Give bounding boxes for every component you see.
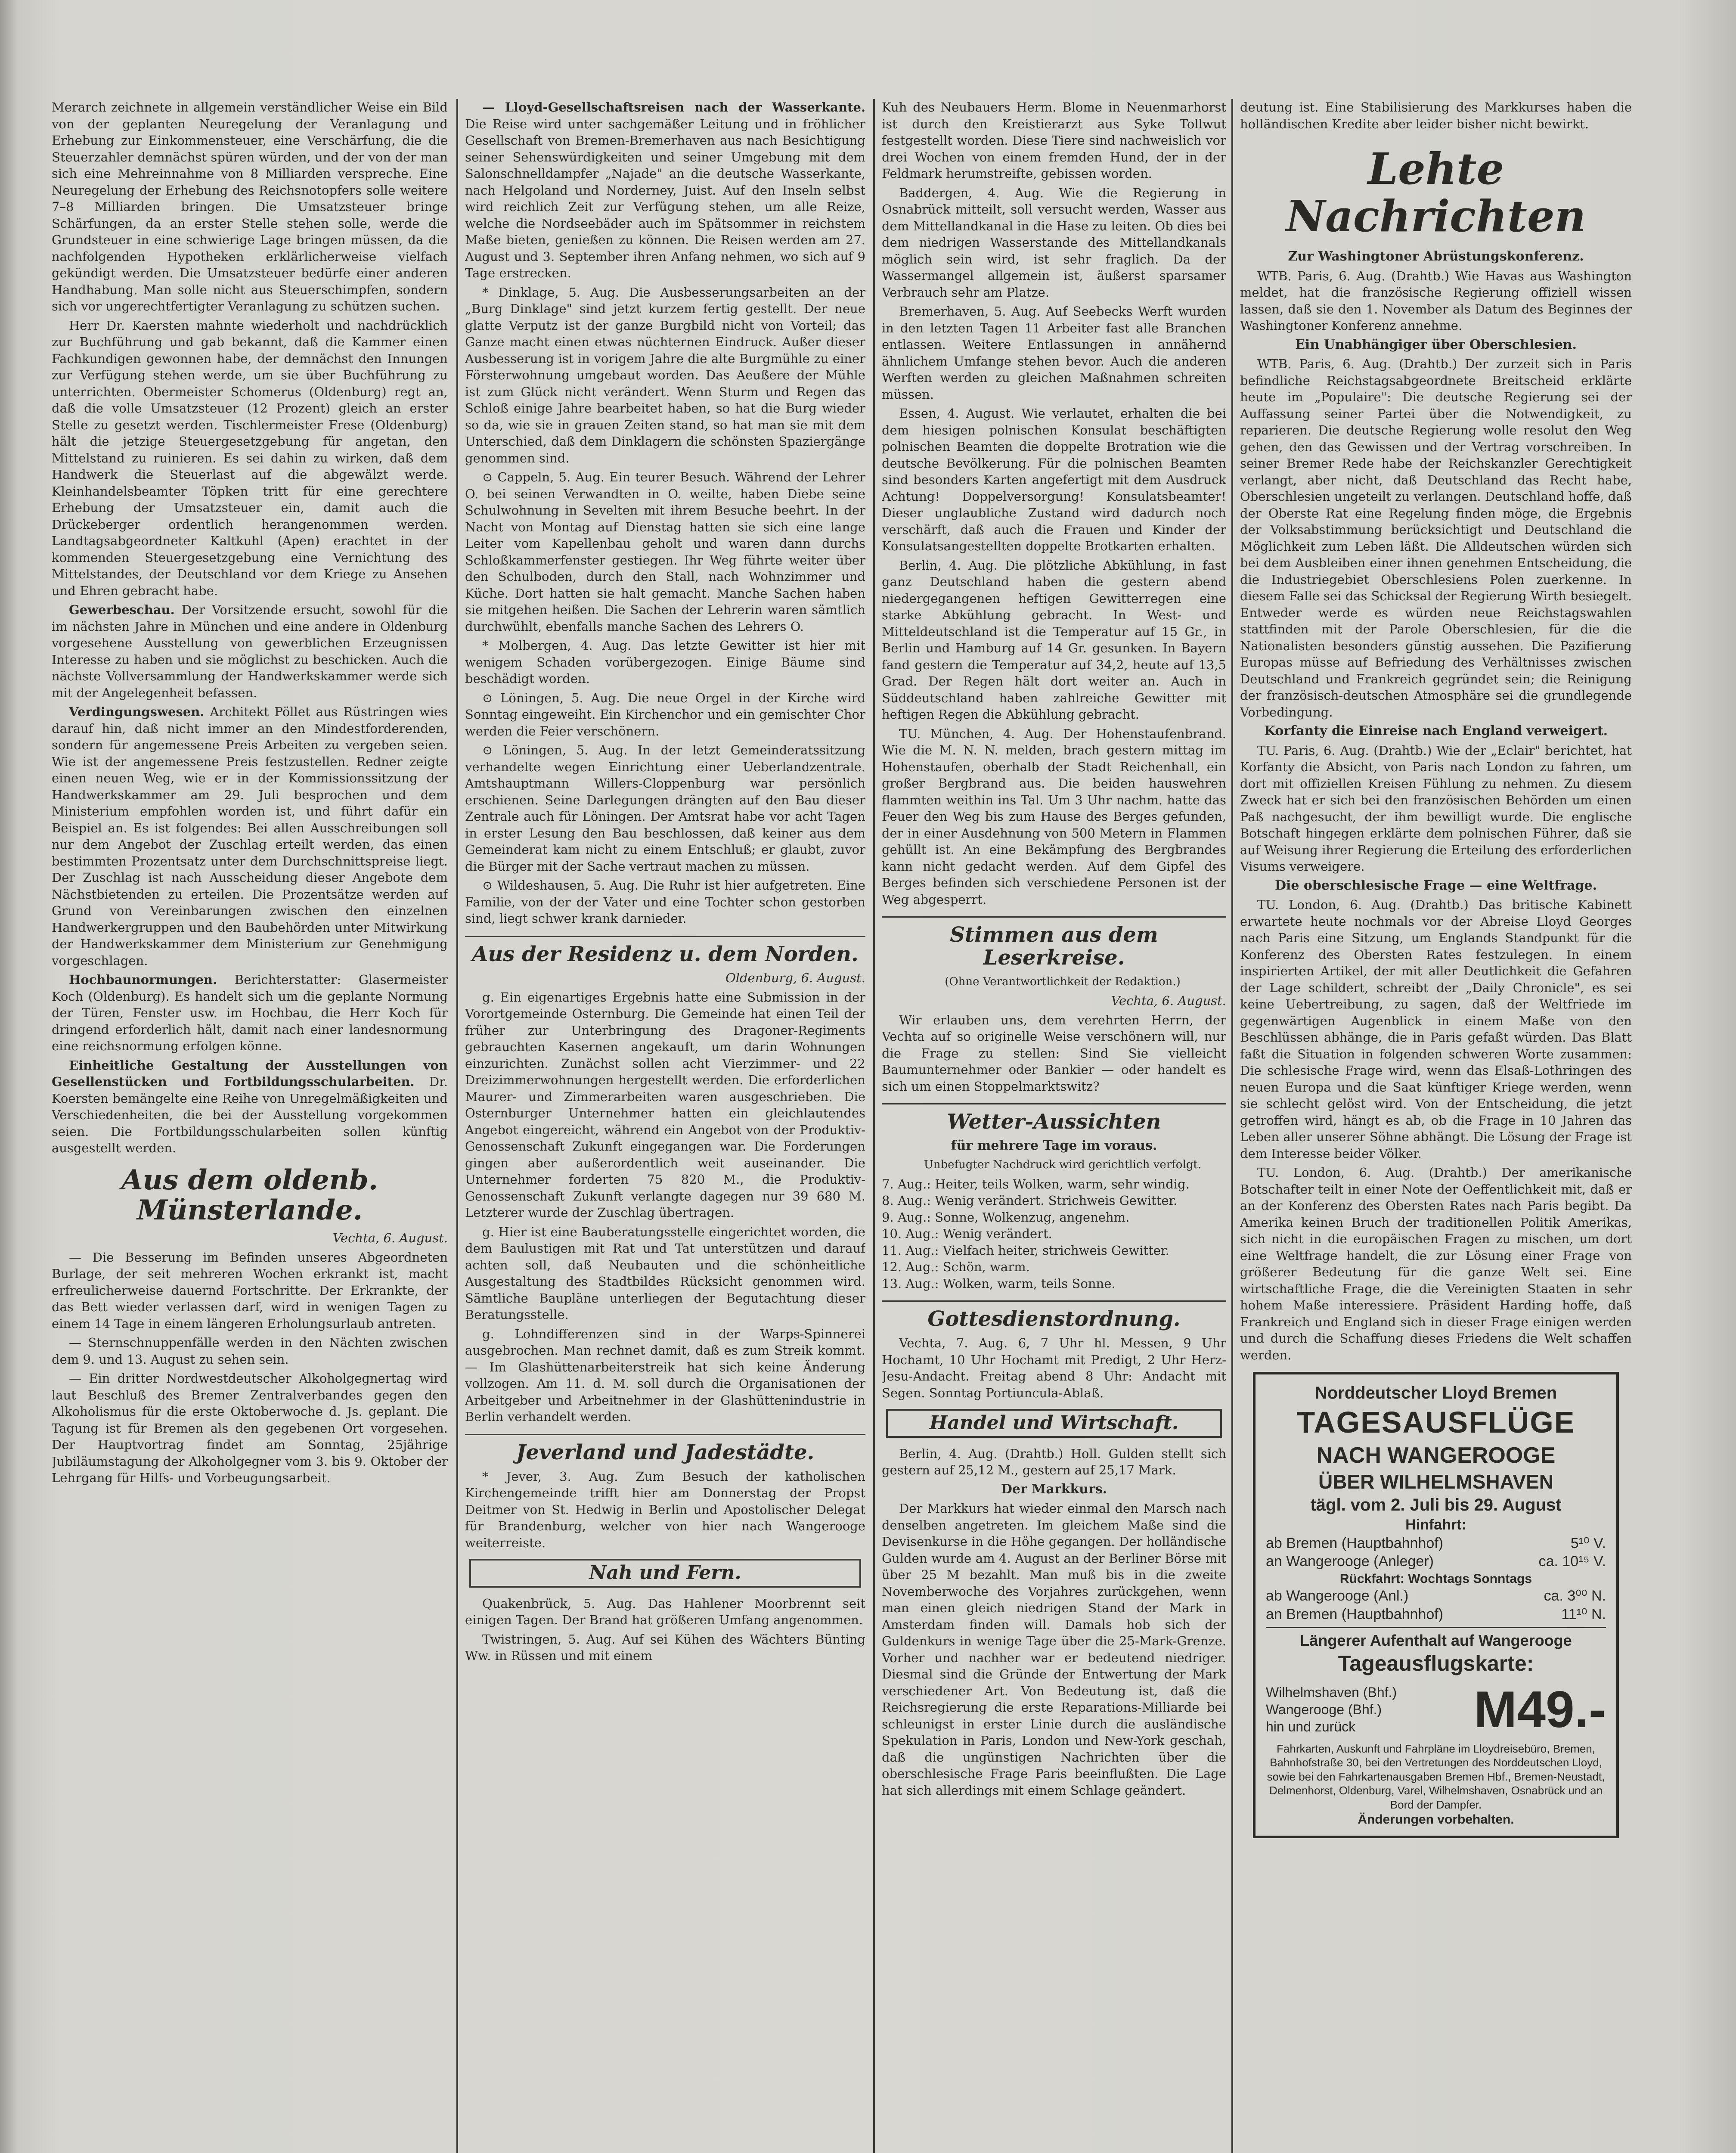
headline-wetter: Wetter-Aussichten <box>882 1103 1226 1133</box>
section-title: Korfanty die Einreise nach England verweigert. <box>1264 723 1608 738</box>
boxed-heading-handel: Handel und Wirtschaft. <box>886 1409 1222 1438</box>
dateline: Vechta, 6. August. <box>332 1231 448 1246</box>
article-text: ⊙ Löningen, 5. Aug. Die neue Orgel in der Kirche wird Sonntag eingeweiht. Ein Kirchenchor und ein gemischter Chor werden die Feier verschönern. <box>465 690 865 738</box>
boxed-heading-nah-und-fern: Nah und Fern. <box>469 1559 861 1588</box>
ad-schedule-row <box>1266 1552 1606 1571</box>
article-text: Baddergen, 4. Aug. Wie die Regierung in Osnabrück mitteilt, soll versucht werden, Wasser aus dem Mittellandkanal in die Hase zu leiten. Ob dies bei dem niedrigen Wasserstande des Mittellandkanals möglich sein wird, ist sehr fraglich. Da der Wassermangel allgemein ist, äußerst sparsamer Verbrauch sehr am Platze. <box>882 185 1226 300</box>
column-rule <box>873 99 875 2153</box>
column-1 <box>52 99 448 2153</box>
weather-note: Unbefugter Nachdruck wird gerichtlich verfolgt. <box>924 1158 1202 1172</box>
ad-rueckfahrt-label: Rückfahrt: Wochtags Sonntags <box>1339 1571 1532 1586</box>
article-text: TU. Paris, 6. Aug. (Drahtb.) Wie der „Eclair" berichtet, hat Korfanty die Absicht, von Paris nach London zu fahren, um dort mit offiziellen Kreisen Fühlung zu nehmen. Zu diesem Zweck hat er sich bei den französischen Behörden um einen Paß nachgesucht, der ihm bewilligt wurde. Die englische Botschaft hingegen erklärte dem polnischen Führer, daß sie auf Weisung ihrer Regierung die Erteilung des erforderlichen Visums verweigere. <box>1240 743 1632 874</box>
ad-stop: ab Bremen (Hauptbahnhof) <box>1266 1535 1444 1551</box>
ad-stop: ab Wangerooge (Anl.) <box>1266 1588 1409 1604</box>
article-text: g. Ein eigenartiges Ergebnis hatte eine Submission in der Vorortgemeinde Osternburg. Die Gemeinde hat einen Teil der früher zur Unterbringung des Dragoner-Regiments gebrauchten Kasernen angekauft, um darin Wohnungen einzurichten. Zunächst sollen acht Vierzimmer- und 22 Dreizimmerwohnungen hergestellt werden. Die erforderlichen Maurer- und Zimmerarbeiten waren ausgeschrieben. Die Osternburger Unternehmer hatten ein gleichlautendes Angebot eingereicht, während ein Angebot von der Produktiv-Genossenschaft Zukunft eingegangen war. Die Forderungen gingen aber außerordentlich weit auseinander. Die Unternehmer forderten 75 820 M., die Produktiv-Genossenschaft Zukunft verlangte dagegen nur 39 680 M. Letzterer wurde der Zuschlag übertragen. <box>465 990 865 1220</box>
ad-via: ÜBER WILHELMSHAVEN <box>1318 1470 1554 1493</box>
dateline: Vechta, 6. August. <box>1111 993 1226 1008</box>
weather-item: 13. Aug.: Wolken, warm, teils Sonne. <box>882 1276 1116 1291</box>
article-text: Berichterstatter: Glasermeister Koch (Oldenburg). Es handelt sich um die geplante Normung der Türen, Fenster usw. im Hochbau, die Herr Koch für dringend erforderlich hält, damit nach einer landesnormung eine reichsnormung erfolgen könne. <box>52 972 448 1053</box>
ad-price: M49.- <box>1474 1680 1606 1738</box>
ad-time: 5¹⁰ V. <box>1570 1535 1606 1551</box>
column-4 <box>1240 99 1632 2153</box>
section-title: Der Markkurs. <box>1001 1481 1107 1497</box>
ad-company: Norddeutscher Lloyd Bremen <box>1314 1384 1557 1402</box>
headline-leserkreise: Stimmen aus dem Leserkreise. <box>882 916 1226 969</box>
section-title: Verdingungswesen. <box>69 704 205 719</box>
article-text: Berlin, 4. Aug. Die plötzliche Abkühlung, in fast ganz Deutschland haben die gestern abend niedergegangenen heftigen Gewitterregen eine starke Abkühlung gebracht. In West- und Mitteldeutschland ist die Temperatur auf 15 Gr., in Berlin und Hamburg auf 14 Gr. gesunken. In Bayern fand gestern die Temperatur auf 34,2, heute auf 13,5 Grad. Der Regen hält dort weiter an. Auch in Süddeutschland haben zahlreiche Gewitter mit heftigen Regen die Abkühlung gebracht. <box>882 558 1226 722</box>
section-title: — Lloyd-Gesellschaftsreisen nach der Wasserkante. <box>482 100 865 115</box>
ad-stay: Längerer Aufenthalt auf Wangerooge <box>1266 1627 1606 1650</box>
article-text: Bremerhaven, 5. Aug. Auf Seebecks Werft wurden in den letzten Tagen 11 Arbeiter fast alle Branchen entlassen. Weitere Entlassungen in annähernd ähnlichem Umfange stehen bevor. Auch die anderen Werften werden zu gleichen Maßnahmen schreiten müssen. <box>882 304 1226 402</box>
ad-time: ca. 3⁰⁰ N. <box>1544 1588 1606 1604</box>
ad-schedule-row <box>1266 1534 1606 1553</box>
ad-destination: NACH WANGEROOGE <box>1316 1443 1556 1468</box>
section-title: Gewerbeschau. <box>69 602 175 617</box>
article-text: * Molbergen, 4. Aug. Das letzte Gewitter ist hier mit wenigem Schaden vorübergezogen. Einige Bäume sind beschädigt worden. <box>465 638 865 686</box>
ad-ticket-return: hin und zurück <box>1266 1719 1356 1734</box>
article-text: TU. London, 6. Aug. (Drahtb.) Der amerikanische Botschafter teilt in einer Note der Oeffentlichkeit mit, daß er an der Konferenz des Obersten Rates nach Paris begibt. Da Amerika keinen Bruch der traditionellen Politik Amerikas, sich nicht in die europäischen Fragen zu mischen, um dort eine Weltfrage handelt, die zur Lösung einer Frage von größerer Bedeutung für die ganze Welt sei. Eine wirtschaftliche Frage, die die Vereinigten Staaten in sehr hohem Maße interessiere. Präsident Harding hoffe, daß Frankreich und England sich in dieser Frage einigen werden und durch die Schaffung dieses Friedens die Welt schaffen werden. <box>1240 1165 1632 1362</box>
article-text: g. Hier ist eine Bauberatungsstelle eingerichtet worden, die dem Baulustigen mit Rat und Tat unterstützen und darauf achten soll, daß Neubauten und die schönheitliche Ausgestaltung des Stadtbildes Rücksicht genommen wird. Sämtliche Baupläne unterliegen der Begutachtung dieser Beratungsstelle. <box>465 1224 865 1322</box>
article-text: ⊙ Löningen, 5. Aug. In der letzt Gemeinderatssitzung verhandelte wegen Einrichtung einer Ueberlandzentrale. Amtshauptmann Willers-Cloppenburg war persönlich erschienen. Seine Darlegungen drängten auf den Bau dieser Zentrale auch für Löningen. Der Amtsrat habe vor acht Tagen in erster Lesung den Bau beschlossen, daß keiner aus dem Gemeinderat kam nicht zu einem Entschluß; er glaubt, zuvor die Bürger mit der Sache vertraut machen zu müssen. <box>465 743 865 874</box>
ad-period: tägl. vom 2. Juli bis 29. August <box>1310 1495 1562 1514</box>
weather-item: 8. Aug.: Wenig verändert. Strichweis Gewitter. <box>882 1193 1178 1208</box>
headline-lehte-nachrichten: Lehte Nachrichten <box>1286 143 1586 242</box>
article-text: — Sternschnuppenfälle werden in den Nächten zwischen dem 9. und 13. August zu sehen sein. <box>52 1335 448 1367</box>
article-text: Der Markkurs hat wieder einmal den Marsch nach denselben angetreten. Im gleichem Maße sind die Devisenkurse in die Höhe gegangen. Der holländische Gulden wurde am 4. August an der Berliner Börse mit über 25 M bezahlt. Man muß bis in die zweite Novemberwoche des Vorjahres zurückgehen, wenn man einen gleich niedrigen Stand der Mark in Amsterdam finden will. Damals hob sich der Guldenkurs in wenige Tage über die 25-Mark-Grenze. Vorher und nachher war er bedeutend niedriger. Diesmal sind die Gründe der Entwertung der Mark verschiedener Art. Von Bedeutung ist, daß die Reichsregierung die erste Reparations-Milliarde bei schleunigst in erster Linie durch die ausländische Spekulation in Paris, London und New-York geschah, daß die ungünstigen Nachrichten über die oberschlesische Frage Paris beeinflußten. Die Lage hat sich allerdings mit einem Schlage geändert. <box>882 1501 1226 1798</box>
lloyd-advertisement <box>1253 1372 1619 1838</box>
article-text: TU. München, 4. Aug. Der Hohenstaufenbrand. Wie die M. N. N. melden, brach gestern mittag im Hohenstaufen, oberhalb der Stadt Reichenhall, ein großer Bergbrand aus. Die beiden hauswehren flammten weithin ins Tal. Um 3 Uhr nachm. hatte das Feuer den Weg bis zum Hause des Berges gefunden, der in einer Ausdehnung von 500 Metern in Flammen gehüllt ist. An eine Bekämpfung des Bergbrandes kann nicht gedacht werden. Auf dem Gipfel des Berges befinden sich verschiedene Personen ist der Weg abgesperrt. <box>882 726 1226 907</box>
article-text: Vechta, 7. Aug. 6, 7 Uhr hl. Messen, 9 Uhr Hochamt, 10 Uhr Hochamt mit Predigt, 2 Uhr Herz-Jesu-Andacht. Freitag abend 8 Uhr: Andacht mit Segen. Sonntag Portiuncula-Ablaß. <box>882 1336 1226 1400</box>
ad-ticket-title: Tageausflugskarte: <box>1338 1651 1534 1675</box>
weather-item: 9. Aug.: Sonne, Wolkenzug, angenehm. <box>882 1210 1130 1225</box>
ad-ticket-to: Wangerooge (Bhf.) <box>1266 1701 1382 1717</box>
article-text: WTB. Paris, 6. Aug. (Drahtb.) Wie Havas aus Washington meldet, hat die französische Regierung offiziell wissen lassen, daß sie den 1. November als Datum des Beginnes der Washingtoner Konferenz annehme. <box>1240 268 1632 333</box>
column-rule <box>1231 99 1233 2153</box>
ad-changes: Änderungen vorbehalten. <box>1358 1812 1514 1827</box>
article-text: Dr. Koersten bemängelte eine Reihe von Unregelmäßigkeiten und Verschiedenheiten, die bei der Ausstellung vorgekommen seien. Die Fortbildungsschularbeiten sollen künftig ausgestellt werden. <box>52 1074 448 1155</box>
article-text: Twistringen, 5. Aug. Auf sei Kühen des Wächters Bünting Ww. in Rüssen und mit einem <box>465 1632 865 1663</box>
ad-ticket-from: Wilhelmshaven (Bhf.) <box>1266 1684 1397 1700</box>
ad-hinfahrt-label: Hinfahrt: <box>1405 1517 1466 1533</box>
article-text: g. Lohndifferenzen sind in der Warps-Spinnerei ausgebrochen. Man rechnet damit, daß es zum Streik kommt. — Im Glashüttenarbeiterstreik hat sich keine Änderung vollzogen. Am 11. d. M. soll durch die Organisationen der Arbeitgeber und Arbeitnehmer in der Glashüttenindustrie in Berlin verhandelt werden. <box>465 1326 865 1424</box>
editorial-note: (Ohne Verantwortlichkeit der Redaktion.) <box>945 975 1181 988</box>
article-text: * Jever, 3. Aug. Zum Besuch der katholischen Kirchengemeinde trifft hier am Donnerstag der Propst Deitmer von St. Hedwig in Berlin und Apostolischer Delegat für Brandenburg, welcher von hier nach Wangerooge weiterreiste. <box>465 1469 865 1550</box>
article-text: Berlin, 4. Aug. (Drahtb.) Holl. Gulden stellt sich gestern auf 25,12 M., gestern auf 25,17 Mark. <box>882 1446 1226 1478</box>
section-title: Einheitliche Gestaltung der Ausstellungen von Gesellenstücken und Fortbildungsschularbeiten. <box>52 1058 448 1089</box>
column-3 <box>882 99 1226 2153</box>
ad-time: ca. 10¹⁵ V. <box>1538 1553 1606 1570</box>
article-text: TU. London, 6. Aug. (Drahtb.) Das britische Kabinett erwartete heute nochmals vor der Abreise Lloyd Georges nach Paris eine Sitzung, um Englands Standpunkt für die Konferenz des Obersten Rates festzulegen. In einem inspirierten Artikel, der mit aller Deutlichkeit die Gefahren der Lage schildert, schreibt der „Daily Chronicle", es sei keine Uebertreibung, zu sagen, daß der Weltfriede im gegenwärtigen Augenblick in einem Maße von den Beschlüssen abhänge, die in Paris gefaßt würden. Das Blatt faßt die Situation in folgenden schweren Worte zusammen: Die schlesische Frage wird, wenn das Elsaß-Lothringen des neuen Europa und die Saat künftiger Kriege werden, wenn sie schlecht gelöst wird. Von der Entscheidung, die jetzt getroffen wird, hängt es ab, ob die Frage in 10 Jahren das Leben aller unserer Söhne abhängt. Die Lösung der Frage ist dem Interesse beider Völker. <box>1240 897 1632 1161</box>
article-text: ⊙ Wildeshausen, 5. Aug. Die Ruhr ist hier aufgetreten. Eine Familie, von der der Vater und eine Tochter schon gestorben sind, liegt schwer krank darnieder. <box>465 878 865 926</box>
headline-muensterland: Aus dem oldenb. Münsterlande. <box>121 1163 378 1226</box>
weather-item: 10. Aug.: Wenig verändert. <box>882 1226 1052 1241</box>
dateline: Oldenburg, 6. August. <box>725 971 865 986</box>
section-title: Die oberschlesische Frage — eine Weltfrage. <box>1274 878 1597 893</box>
article-text: Essen, 4. August. Wie verlautet, erhalten die bei dem hiesigen polnischen Konsulat beschäftigten polnischen Beamten die doppelte Brotration wie die deutsche Bevölkerung. Für die polnischen Beamten sind besonders Karten angefertigt mit dem Ausdruck Achtung! Doppelversorgung! Konsulatsbeamter! Dieser unglaubliche Zustand wird dadurch noch verschärft, daß auch die Frauen und Kinder der Konsulatsangestellten doppelte Brotkarten erhalten. <box>882 406 1226 553</box>
weather-item: 11. Aug.: Vielfach heiter, strichweis Gewitter. <box>882 1243 1169 1258</box>
article-text: Der Vorsitzende ersucht, sowohl für die im nächsten Jahre in München und eine andere in Oldenburg vorgesehene Ausstellung von gewerblichen Erzeugnissen Interesse zu haben und sie möglichst zu beschicken. Auch die nächste Vollversammlung der Handwerkskammer werde sich mit der Angelegenheit befassen. <box>52 602 448 700</box>
ad-stop: an Wangerooge (Anleger) <box>1266 1553 1434 1570</box>
column-rule <box>456 99 458 2153</box>
section-title: Hochbaunormungen. <box>69 972 217 987</box>
article-text: Kuh des Neubauers Herm. Blome in Neuenmarhorst ist durch den Kreistierarzt aus Syke Tollwut festgestellt worden. Diese Tiere sind nachweislich vor drei Wochen von einem fremden Hund, der in der Feldmark herumstreifte, gebissen worden. <box>882 100 1226 181</box>
ad-title: TAGESAUSFLÜGE <box>1296 1405 1575 1439</box>
weather-list <box>882 1176 1226 1292</box>
article-text: Merarch zeichnete in allgemein verständlicher Weise ein Bild von der geplanten Neuregelung der Veranlagung und Erhebung zur Einkommensteuer, eine Verschärfung, die die Steuerzahler demnächst spüren würden, und der von der man sich eine Mehreinnahme von 8 Milliarden verspreche. Eine Neuregelung der Erhebung des Reichsnotopfers solle weitere 7–8 Milliarden bringen. Die Umsatzsteuer bringe Schärfungen, da an erster Stelle stehen solle, werde die Grundsteuer in eine schwierige Lage bringen müssen, da die nachfolgenden Hypotheken erklärlicherweise vielfach gekündigt werden. Die Umsatzsteuer bedürfe einer anderen Handhabung. Man solle nicht aus Steuerschimpfen, sondern sich vor ungerechtfertigter Veranlagung zu schützen suchen. <box>52 100 448 313</box>
article-text: Die Reise wird unter sachgemäßer Leitung und in fröhlicher Gesellschaft von Bremen-Bremerhaven aus nach Besichtigung seiner Sehenswürdigkeiten und seiner Umgebung mit dem Salonschnelldampfer „Najade" an die deutsche Wasserkante, nach Helgoland und Norderney, Juist. Auf den Inseln selbst wird reichlich Zeit zur Verfügung stehen, um alle Reize, welche die Nordseebäder auch im Spätsommer in reichstem Maße bieten, genießen zu können. Die Reisen werden am 27. August und 3. September ihren Anfang nehmen, wo sich auf 9 Tage erstrecken. <box>465 116 865 280</box>
article-text: Wir erlauben uns, dem verehrten Herrn, der Vechta auf so originelle Weise verschönern will, nur die Frage zu stellen: Sind Sie vielleicht Baumunternehmer oder Bankier — oder handelt es sich um einen Stoppelmarktswitz? <box>882 1012 1226 1094</box>
column-2 <box>465 99 865 2153</box>
article-text: Architekt Pöllet aus Rüstringen wies darauf hin, daß nicht immer an den Mindestforderenden, sondern für angemessene Preis Arbeiten zu vergeben seien. Wie ist der angemessene Preis festzustellen. Redner zeigte einen neuen Weg, wie er in der Kommissionssitzung der Handwerkskammer am 29. Juli besprochen und dem Ministerium empfohlen worden ist, und führt dafür ein Beispiel an. Es ist folgendes: Bei allen Ausschreibungen soll nur dem Angebot der Zuschlag erteilt werden, das einen bestimmten Prozentsatz unter dem Durchschnittspreise liegt. Der Zuschlag ist nach Ausscheidung dieser Angebote dem Nächstbietenden zu erteilen. Die Prozentsätze werden auf Grund von Vereinbarungen zwischen den einzelnen Handwerkergruppen und den Baubehörden unter Mitwirkung der Handwerkskammer dem Ministerium zur Genehmigung vorgeschlagen. <box>52 704 448 968</box>
ad-stop: an Bremen (Hauptbahnhof) <box>1266 1606 1444 1623</box>
ad-schedule-row <box>1266 1587 1606 1605</box>
article-text: deutung ist. Eine Stabilisierung des Markkurses haben die holländischen Kredite aber leider bisher nicht bewirkt. <box>1240 100 1632 131</box>
headline-jeverland: Jeverland und Jadestädte. <box>465 1434 865 1464</box>
weather-item: 7. Aug.: Heiter, teils Wolken, warm, sehr windig. <box>882 1176 1190 1191</box>
section-title: Zur Washingtoner Abrüstungskonferenz. <box>1288 249 1584 264</box>
weather-subtitle: für mehrere Tage im voraus. <box>951 1138 1157 1153</box>
ad-price-block <box>1266 1677 1606 1742</box>
headline-residenz: Aus der Residenz u. dem Norden. <box>465 936 865 966</box>
article-text: WTB. Paris, 6. Aug. (Drahtb.) Der zurzeit sich in Paris befindliche Reichstagsabgeordnete Breitscheid erklärte heute im „Populaire": Die deutsche Regierung sei der Auffassung seiner Partei über die Notwendigkeit, zu reparieren. Die deutsche Regierung wolle resolut den Weg gehen, den das Gewissen und der Vertrag vorschreiben. In seiner Bremer Rede habe der Reichskanzler Gerechtigkeit verlangt, aber nicht, daß Deutschland das Recht habe, Oberschlesien ungeteilt zu verlangen. Deutschland hoffe, daß der Oberste Rat eine Regelung finden möge, die Ergebnis der Volksabstimmung berücksichtigt und Deutschland die Möglichkeit zum Leben läßt. Die Alldeutschen würden sich bei dem Ausbleiben einer ihnen genehmen Entscheidung, die die Industriegebiet Oberschlesiens Polen zuerkenne. In diesem Falle sei das Schicksal der Regierung Wirth besiegelt. Entweder werde es würden neue Reichstagswahlen stattfinden mit der Parole Oberschlesien, für die die Nationalisten besonders günstig aussehen. Die Pazifierung Europas müsse auf Befriedung des Verhältnisses zwischen Deutschland und Frankreich gegründet sein; die Reinigung der französisch-deutschen Atmosphäre sei die grundlegende Vorbedingung. <box>1240 357 1632 720</box>
article-text: — Ein dritter Nordwestdeutscher Alkoholgegnertag wird laut Beschluß des Bremer Zentralverbandes gegen den Alkoholismus für die erste Oktoberwoche d. Js. geplant. Die Tagung ist für Bremen als den gegebenen Ort vorgesehen. Der Hauptvortrag findet am Sonntag, 25jährige Jubiläumstagung der Alkoholgegner vom 3. bis 9. Oktober der Lehrgang für Hilfs- und Vorbeugungsarbeit. <box>52 1371 448 1486</box>
article-text: * Dinklage, 5. Aug. Die Ausbesserungsarbeiten an der „Burg Dinklage" sind jetzt kurzem fertig gestellt. Der neue glatte Verputz ist der ganze Burgbild nicht von Vorteil; das Ganze macht einen etwas nüchternen Eindruck. Außer dieser Ausbesserung ist in vorigem Jahre die alte Burgmühle zu einer Försterwohnung umgebaut worden. Das Aeußere der Mühle ist zum Glück nicht verändert. Wenn Sturm und Regen das Schloß einige Jahre bearbeitet haben, so hat die Burg wieder so da, wie sie in grauen Zeiten stand, so hat man sie mit dem Unterschied, daß dem Dinklagern die schönsten Spaziergänge genommen sind. <box>465 285 865 465</box>
article-text: — Die Besserung im Befinden unseres Abgeordneten Burlage, der seit mehreren Wochen erkrankt ist, macht erfreulicherweise dauernd Fortschritte. Der Erkrankte, der das Bett wieder verlassen darf, wird in wenigen Tagen zu einem 14 Tage in einem längeren Erholungsurlaub antreten. <box>52 1250 448 1331</box>
ad-time: 11¹⁰ N. <box>1561 1606 1606 1623</box>
weather-item: 12. Aug.: Schön, warm. <box>882 1260 1030 1275</box>
article-text: ⊙ Cappeln, 5. Aug. Ein teurer Besuch. Während der Lehrer O. bei seinen Verwandten in O. weilte, haben Diebe seine Schulwohnung in Sevelten mit ihrem Besuche beehrt. In der Nacht von Montag auf Dienstag hatten sie sich eine lange Leiter vom Kapellenbau geholt und waren dann durchs Schloßkammerfenster gestiegen. Ihr Weg führte weiter über den Schulboden, durch den Stall, nach Wohnzimmer und Küche. Dort hatten sie halt gemacht. Manche Sachen haben sie mitgehen heißen. Die Sachen der Lehrerin waren sämtlich durchwühlt, ebenfalls manche Sachen des Lehrers O. <box>465 470 865 634</box>
ad-schedule-row <box>1266 1605 1606 1624</box>
article-text: Herr Dr. Kaersten mahnte wiederholt und nachdrücklich zur Buchführung und gab bekannt, daß die Kammer einen Fachkundigen gewonnen habe, der demnächst den Innungen zur Verfügung stehen werde, um sie über Buchführung zu unterrichten. Obermeister Schomerus (Oldenburg) regt an, daß die volle Umsatzsteuer (12 Prozent) gleich an erster Stelle zu gesetzt werden. Tischlermeister Frese (Oldenburg) hält die jetzige Steuergesetzgebung für angetan, den Mittelstand zu ruinieren. Es sei dahin zu wirken, daß dem Handwerk die Steuerlast auf die abgewälzt werde. Kleinhandelsbeamter Töpken tritt für eine gerechtere Erhebung der Umsatzsteuer ein, damit auch die Drückeberger ordentlich herangenommen werden. Landtagsabgeordneter Kaltkuhl (Apen) erachtet in der kommenden Steuergesetzgebung eine Vernichtung des Mittelstandes, der Deutschland vor dem Kriege zu Ansehen und Ehren gebracht habe. <box>52 318 448 598</box>
article-text: Quakenbrück, 5. Aug. Das Hahlener Moorbrennt seit einigen Tagen. Der Brand hat größeren Umfang angenommen. <box>465 1596 865 1628</box>
section-title: Ein Unabhängiger über Oberschlesien. <box>1295 337 1577 352</box>
headline-gottesdienst: Gottesdienstordnung. <box>882 1300 1226 1331</box>
ad-fine-print: Fahrkarten, Auskunft und Fahrpläne im Lloydreisebüro, Bremen, Bahnhofstraße 30, bei den Vertretungen des Norddeutschen Lloyd, sowie bei den Fahrkartenausgaben Bremen Hbf., Bremen-Neustadt, Delmenhorst, Oldenburg, Varel, Wilhelmshaven, Osnabrück und an Bord der Dampfer. <box>1267 1742 1605 1811</box>
